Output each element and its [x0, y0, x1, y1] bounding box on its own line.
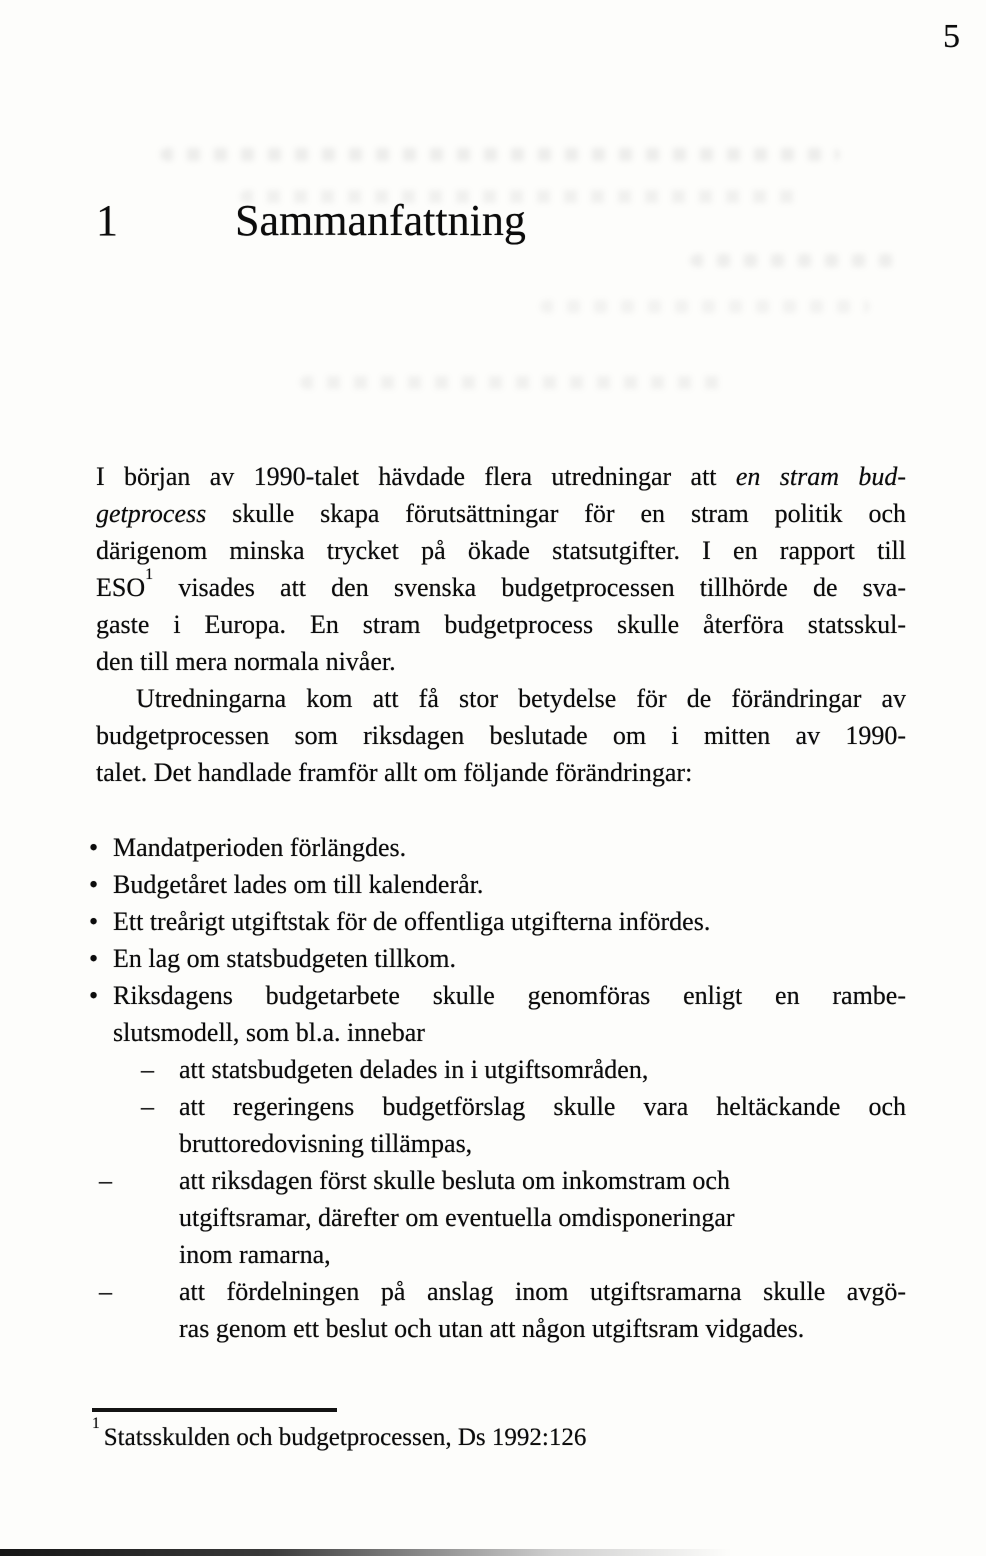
text-line: gaste i Europa. En stram budgetprocess skulle återföra statsskul- [96, 610, 906, 639]
text-line: Budgetåret lades om till kalenderår. [113, 870, 484, 899]
scan-artifact [160, 148, 840, 161]
dash-item [96, 1162, 906, 1273]
text-run: visades att den svenska budgetprocessen tillhörde de sva- [153, 573, 906, 602]
bullet-item [89, 903, 906, 940]
text-line: att fördelningen på anslag inom utgiftsramarna skulle avgö- [179, 1277, 906, 1306]
footnote-text [92, 1414, 922, 1453]
bullet-marker: • [89, 981, 99, 1010]
chapter-title: Sammanfattning [235, 196, 526, 245]
paragraph-2 [96, 680, 906, 791]
bullet-item [89, 977, 906, 1051]
paragraph-spacer [96, 791, 906, 829]
text-line [96, 495, 906, 532]
dash-item [96, 1088, 906, 1162]
footnote-marker: 1 [92, 1414, 100, 1432]
text-line: inom ramarna, [179, 1240, 331, 1269]
text-line: utgiftsramar, därefter om eventuella omdisponeringar [179, 1203, 735, 1232]
text-line: budgetprocessen som riksdagen beslutade om i mitten av 1990- [96, 721, 906, 750]
dash-item [96, 1273, 906, 1347]
page-number: 5 [943, 18, 960, 55]
dash-marker: – [141, 1055, 154, 1084]
body-text [89, 458, 907, 1347]
bullet-item [89, 866, 906, 903]
bullet-marker: • [89, 944, 99, 973]
text-line: därigenom minska trycket på ökade statsutgifter. I en rapport till [96, 536, 906, 565]
bullet-marker: • [89, 907, 99, 936]
scan-artifact [690, 254, 900, 267]
text-run: I början av 1990-talet hävdade flera utredningar att [96, 462, 736, 491]
text-line: att statsbudgeten delades in i utgiftsområden, [179, 1055, 649, 1084]
footnote [92, 1408, 922, 1453]
text-line: En lag om statsbudgeten tillkom. [113, 944, 457, 973]
text-run: Statsskulden och budgetprocessen, Ds 1992:126 [103, 1424, 587, 1451]
bullet-marker: • [89, 833, 99, 862]
scan-artifact [540, 300, 870, 313]
text-line: Mandatperioden förlängdes. [113, 833, 407, 862]
text-line: Ett treårigt utgiftstak för de offentliga utgifterna infördes. [113, 907, 711, 936]
text-run: ESO [96, 573, 146, 602]
text-line: att regeringens budgetförslag skulle vara heltäckande och [179, 1092, 906, 1121]
scan-edge-artifact [0, 1549, 770, 1556]
footnote-rule [92, 1408, 337, 1412]
bullet-list [89, 829, 906, 1051]
text-line: slutsmodell, som bl.a. innebar [113, 1018, 425, 1047]
chapter-number: 1 [96, 196, 118, 245]
dash-marker: – [141, 1092, 154, 1121]
text-line: talet. Det handlade framför allt om följande förändringar: [96, 758, 693, 787]
footnote-reference: 1 [145, 566, 154, 584]
dash-marker: – [99, 1166, 112, 1195]
text-line [96, 566, 906, 606]
text-run: skulle skapa förutsättningar för en stram politik och [206, 499, 906, 528]
text-line: Riksdagens budgetarbete skulle genomföras enligt en rambe- [113, 981, 906, 1010]
dash-item [96, 1051, 906, 1088]
text-line: att riksdagen först skulle besluta om inkomstram och [179, 1166, 730, 1195]
bullet-marker: • [89, 870, 99, 899]
italic-text-run: en stram bud- [735, 462, 907, 491]
text-line: Utredningarna kom att få stor betydelse för de förändringar av [136, 684, 906, 713]
text-line: ras genom ett beslut och utan att någon utgiftsram vidgades. [179, 1314, 805, 1343]
italic-text-run: getprocess [96, 499, 207, 528]
text-line: bruttoredovisning tillämpas, [179, 1129, 473, 1158]
bullet-item [89, 829, 906, 866]
dash-marker: – [99, 1277, 112, 1306]
chapter-heading [96, 192, 526, 250]
bullet-item [89, 940, 906, 977]
paragraph-1 [96, 458, 906, 680]
text-line [96, 458, 906, 495]
scan-artifact [300, 376, 730, 389]
text-line: den till mera normala nivåer. [96, 647, 396, 676]
dash-sublist [96, 1051, 906, 1347]
